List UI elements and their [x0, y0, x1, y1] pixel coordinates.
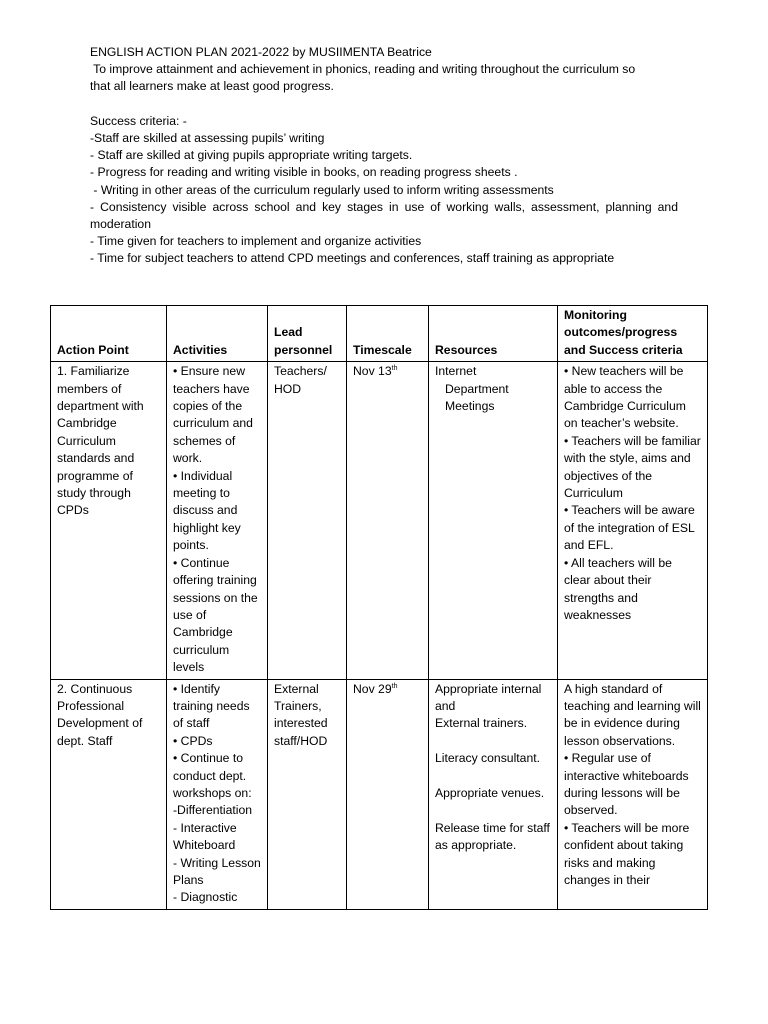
criterion-4: - Writing in other areas of the curriculum regularly used to inform writing assessments: [90, 182, 554, 197]
row1-activity-3: • Continue offering training sessions on the use of Cambridge curriculum levels: [173, 555, 258, 675]
row2-action-point: 2. Continuous Professional Development of dept. Staff: [51, 679, 167, 909]
row1-monitoring-1: • New teachers will be able to access the Cambridge Curriculum on teacher’s website.: [564, 364, 686, 431]
table-header-row: [51, 306, 708, 362]
intro-section: [90, 44, 680, 268]
row2-timescale-text: Nov 29: [353, 681, 392, 696]
row2-activity-1: • Identify training needs of staff: [173, 681, 250, 731]
row2-activity-5: - Interactive Whiteboard: [173, 820, 237, 853]
row2-monitoring-2: • Regular use of interactive whiteboards during lessons will be observed.: [564, 751, 689, 818]
table-row: [51, 362, 708, 679]
row1-timescale-text: Nov 13: [353, 364, 392, 379]
criterion-2: - Staff are skilled at giving pupils appropriate writing targets.: [90, 148, 413, 163]
goal-line-1: To improve attainment and achievement in phonics, reading and writing throughout the curriculum so: [90, 62, 636, 77]
goal-line-2: that all learners make at least good progress.: [90, 79, 334, 94]
row1-resource-2: Department Meetings: [445, 381, 509, 414]
row1-monitoring-4: • All teachers will be clear about their strengths and weaknesses: [564, 555, 672, 622]
row2-monitoring: [558, 679, 708, 909]
criterion-1: -Staff are skilled at assessing pupils’ writing: [90, 131, 325, 145]
header-action-point: Action Point: [51, 306, 167, 362]
row1-lead-personnel: Teachers/ HOD: [268, 362, 347, 679]
row1-timescale: [347, 362, 429, 679]
action-plan-table: [50, 305, 708, 910]
criterion-3: - Progress for reading and writing visible in books, on reading progress sheets .: [90, 165, 518, 180]
row1-monitoring-3: • Teachers will be aware of the integration of ESL and EFL.: [564, 503, 695, 553]
row1-activities: [167, 362, 268, 679]
header-activities: Activities: [167, 306, 268, 362]
row1-action-point: 1. Familiarize members of department with Cambridge Curriculum standards and programme of study through CPDs: [51, 362, 167, 679]
row2-timescale: [347, 679, 429, 909]
row1-monitoring: [558, 362, 708, 679]
row1-activity-2: • Individual meeting to discuss and highlight key points.: [173, 468, 241, 553]
row2-activity-3: • Continue to conduct dept. workshops on:: [173, 751, 252, 800]
row2-resource-1: Appropriate internal and: [435, 681, 542, 713]
header-resources: Resources: [429, 306, 558, 362]
row2-monitoring-1: A high standard of teaching and learning will be in evidence during lesson observations.: [564, 681, 701, 748]
row2-resource-2: External trainers.: [435, 716, 528, 731]
row1-monitoring-2: • Teachers will be familiar with the style, aims and objectives of the Curriculum: [564, 433, 701, 501]
row2-activities: [167, 679, 268, 909]
row2-resource-5: Release time for staff as appropriate.: [435, 820, 550, 853]
header-monitoring: Monitoring outcomes/progress and Success criteria: [558, 306, 708, 362]
row2-monitoring-3: • Teachers will be more confident about taking risks and making changes in their: [564, 820, 690, 887]
row2-timescale-sup: th: [391, 682, 398, 690]
row2-activity-6: - Writing Lesson Plans: [173, 855, 261, 887]
row1-resource-1: Internet: [435, 364, 477, 379]
row2-resource-3: Literacy consultant.: [435, 751, 541, 766]
row1-timescale-sup: th: [391, 365, 398, 373]
row2-resource-4: Appropriate venues.: [435, 785, 545, 800]
header-lead-personnel: Lead personnel: [268, 306, 347, 362]
row2-lead-personnel: External Trainers, interested staff/HOD: [268, 679, 347, 909]
row2-resources: [429, 679, 558, 909]
row1-activity-1: • Ensure new teachers have copies of the curriculum and schemes of work.: [173, 364, 253, 466]
criterion-7: - Time for subject teachers to attend CPD meetings and conferences, staff training as appropriate: [90, 251, 615, 266]
row2-activity-4: -Differentiation: [173, 803, 253, 818]
row2-activity-7: - Diagnostic: [173, 890, 238, 905]
header-timescale: Timescale: [347, 306, 429, 362]
row2-activity-2: • CPDs: [173, 733, 213, 748]
table-row: [51, 679, 708, 909]
row1-resources: [429, 362, 558, 679]
criterion-6: - Time given for teachers to implement and organize activities: [90, 234, 422, 249]
criterion-5: - Consistency visible across school and key stages in use of working walls, assessment, planning and moderation: [90, 199, 678, 232]
document-title: ENGLISH ACTION PLAN 2021-2022 by MUSIIMENTA Beatrice: [90, 45, 432, 59]
success-criteria-heading: Success criteria: -: [90, 113, 187, 128]
